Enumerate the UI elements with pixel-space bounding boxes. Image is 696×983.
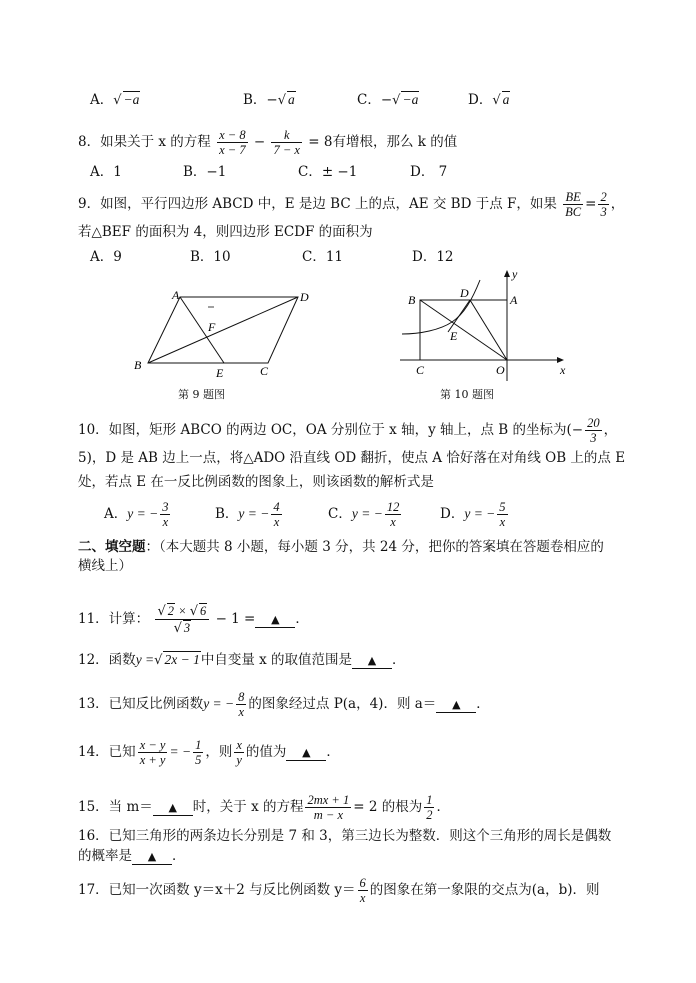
q14-answer-blank[interactable]: ▲ [286, 746, 326, 761]
q10-stem-3: 处，若点 E 在一反比例函数的图象上，则该函数的解析式是 [78, 474, 434, 490]
fig10-label-b: B [408, 293, 416, 307]
q10-option-c: C．y = − $\frac{12}{x}$ [328, 500, 400, 529]
figure-9 [128, 285, 328, 385]
q7-a-radicand: −a [123, 92, 140, 107]
section-2-header: 二、填空题：（本大题共 8 小题，每小题 3 分，共 24 分，把你的答案填在答题卷相应的 [78, 539, 604, 555]
fig9-label-a: A [172, 288, 180, 302]
q12-radicand: 2x − 1 [164, 652, 200, 667]
q11: 11．计算： $\frac{√ 2 \times √ 6}{√ 3}$ − 1 = ▲ ． [78, 604, 309, 636]
q8-option-c: C．± −1 [298, 164, 358, 180]
q7-d-radicand: a [502, 92, 510, 107]
q9-option-d: D．12 [412, 249, 454, 265]
q12-answer-blank[interactable]: ▲ [352, 654, 392, 669]
q7-b-radicand: a [288, 92, 295, 107]
q15: 15．当 m＝ ▲ 时，关于 x 的方程 $\frac{2mx + 1}{m - x}$ = 2 的根为 $\frac{1}{2}$ ． [78, 793, 450, 822]
q14: 14．已知 $\frac{x - y}{x + y}$ = − $\frac{1}{5}$ ，则 $\frac{x}{y}$ 的值为 ▲ ． [78, 738, 340, 767]
q13-answer-blank[interactable]: ▲ [436, 698, 476, 713]
q16-line-1: 16．已知三角形的两条边长分别是 7 和 3，第三边长为整数．则这个三角形的周长是偶数 [78, 828, 612, 844]
q7-option-d: D．√ a [468, 92, 510, 108]
q17: 17．已知一次函数 y＝x＋2 与反比例函数 y＝ $\frac{6}{x}$ 的图象在第一象限的交点为(a，b)．则 [78, 876, 600, 905]
q10-option-d: D．y = − $\frac{5}{x}$ [440, 500, 506, 529]
q7-option-a: A．√ −a [90, 92, 140, 108]
q11-answer-blank[interactable]: ▲ [255, 613, 295, 628]
fig10-label-x: x [560, 363, 566, 377]
fig10-label-e: E [450, 329, 458, 343]
q9-stem: 9．如图，平行四边形 ABCD 中，E 是边 BC 上的点，AE 交 BD 于点 F，如果 $\frac{BE}{BC}$ = $\frac{2}{3}$ ， [78, 190, 625, 219]
q9-stem-2: 若△BEF 的面积为 4，则四边形 ECDF 的面积为 [78, 224, 373, 240]
q8-option-d: D． 7 [410, 164, 448, 180]
q9-ratio-value: $\frac{2}{3}$ [600, 190, 607, 219]
q8-option-b: B．−1 [183, 164, 227, 180]
fig10-label-a: A [510, 293, 518, 307]
fig10-label-y: y [512, 267, 518, 281]
q8-stem: 8．如果关于 x 的方程 $\frac{x - 8}{x - 7}$ − $\frac{k}{7 - x}$ = 8有增根，那么 k 的值 [78, 128, 458, 157]
q7-c-radicand: −a [402, 92, 419, 107]
section-2-header-2: 横线上） [78, 558, 132, 574]
fig9-label-f: F [208, 320, 216, 334]
fig9-label-d: D [300, 290, 309, 304]
q10-stem-2: 5)，D 是 AB 边上一点，将△ADO 沿直线 OD 翻折，使点 A 恰好落在对角线 OB 上的点 E [78, 450, 626, 466]
q15-answer-blank[interactable]: ▲ [153, 801, 193, 816]
figure-10 [400, 266, 580, 386]
q7-option-c: C．−√ −a [357, 92, 419, 108]
q12: 12．函数y =√ 2x − 1中自变量 x 的取值范围是 ▲ ． [78, 652, 406, 668]
fig10-label-o: O [496, 363, 505, 377]
q8-fraction-1: $\frac{x - 8}{x - 7}$ [219, 128, 246, 157]
q9-option-b: B．10 [190, 249, 231, 265]
q10-coord-fraction: $\frac{20}{3}$ [587, 416, 600, 445]
q8-fraction-2: $\frac{k}{7 - x}$ [273, 128, 300, 157]
q9-ratio: $\frac{BE}{BC}$ [565, 190, 582, 219]
q9-option-a: A．9 [90, 249, 122, 265]
section-2-heading: 二、填空题 [78, 539, 146, 555]
q8-option-a: A．1 [90, 164, 122, 180]
q16-answer-blank[interactable]: ▲ [132, 850, 172, 865]
q7-option-b: B．−√ a [243, 92, 295, 108]
figure-10-caption: 第 10 题图 [440, 388, 494, 401]
fig9-label-e: E [216, 366, 224, 380]
q10-option-a: A．y = − $\frac{3}{x}$ [104, 500, 169, 529]
fig10-label-d: D [460, 286, 469, 300]
fig9-label-b: B [134, 358, 142, 372]
q16-line-2: 的概率是 ▲ ． [78, 848, 186, 864]
q9-option-c: C．11 [302, 249, 344, 265]
fig10-label-c: C [416, 363, 425, 377]
q10-option-b: B．y = − $\frac{4}{x}$ [215, 500, 280, 529]
q10-stem: 10．如图，矩形 ABCO 的两边 OC，OA 分别位于 x 轴，y 轴上，点 B 的坐标为(− $\frac{20}{3}$ ， [78, 416, 618, 445]
q11-fraction: $\frac{√ 2 \times √ 6}{√ 3}$ [155, 603, 209, 636]
fig9-label-c: C [260, 364, 269, 378]
figure-9-caption: 第 9 题图 [178, 388, 225, 401]
q13: 13．已知反比例函数y = − $\frac{8}{x}$ 的图象经过点 P(a，4)．则 a＝ ▲ ． [78, 690, 490, 719]
